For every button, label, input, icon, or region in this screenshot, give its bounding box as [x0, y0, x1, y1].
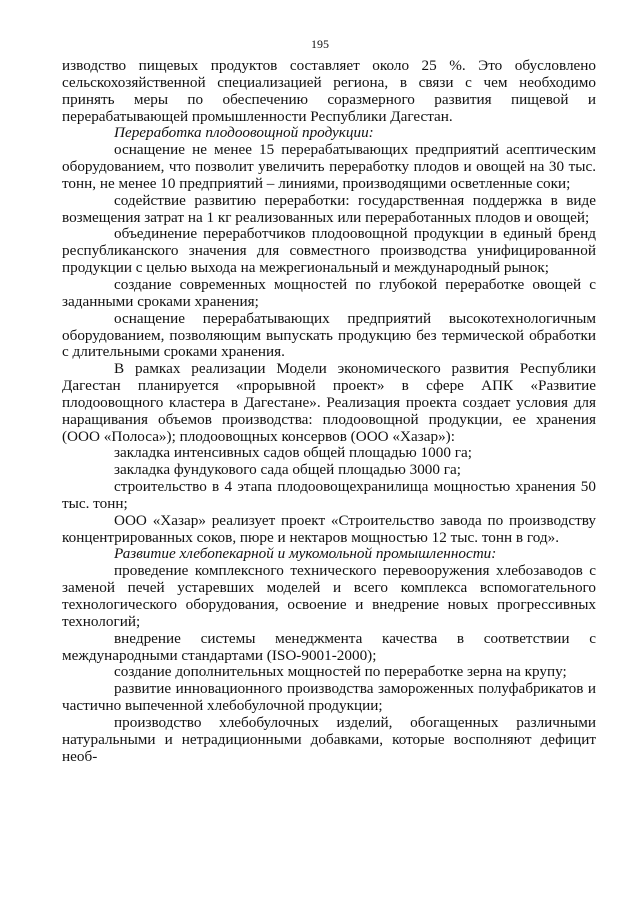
- paragraph: создание дополнительных мощностей по переработке зерна на крупу;: [114, 663, 567, 681]
- paragraph: закладка фундукового сада общей площадью 3000 га;: [114, 461, 461, 479]
- paragraph-continuation: изводство пищевых продуктов составляет около 25 %. Это обусловлено сельскохозяйственной специализацией региона, в связи с чем необходимо принять меры по обеспечению соразмерного развития пищевой и перерабатывающей промышленности Республики Дагестан.: [62, 57, 596, 125]
- paragraph: развитие инновационного производства замороженных полуфабрикатов и частично выпеченной хлебобулочной продукции;: [62, 680, 596, 715]
- paragraph: внедрение системы менеджмента качества в соответствии с международными стандартами (ISO-9001-2000);: [62, 629, 596, 664]
- paragraph: создание современных мощностей по глубокой переработке овощей с заданными сроками хранения;: [62, 275, 596, 310]
- paragraph: проведение комплексного технического перевооружения хлебозаводов с заменой печей устаревших моделей и всего комплекса вспомогательного технологического оборудования, освоение и внедрение новых прогрессивных технологий;: [62, 562, 596, 630]
- paragraph: оснащение перерабатывающих предприятий высокотехнологичным оборудованием, позволяющим выпускать продукцию без термической обработки с длительными сроками хранения.: [62, 309, 596, 361]
- section-heading-bakery-milling: Развитие хлебопекарной и мукомольной промышленности:: [114, 545, 497, 563]
- document-body: [62, 58, 596, 765]
- paragraph: производство хлебобулочных изделий, обогащенных различными натуральными и нетрадиционными добавками, которые восполняют дефицит необ-: [62, 713, 596, 765]
- paragraph: В рамках реализации Модели экономического развития Республики Дагестан планируется «прорывной проект» в сфере АПК «Развитие плодоовощного кластера в Дагестане». Реализация проекта создает условия для наращивания объемов производства: плодоовощной продукции, ее хранения (ООО «Полоса»); плодоовощных консервов (ООО «Хазар»):: [62, 360, 596, 445]
- section-heading-fruit-vegetable-processing: Переработка плодоовощной продукции:: [114, 124, 374, 142]
- paragraph: ООО «Хазар» реализует проект «Строительство завода по производству концентрированных соков, пюре и нектаров мощностью 12 тыс. тонн в год».: [62, 511, 596, 546]
- paragraph: объединение переработчиков плодоовощной продукции в единый бренд республиканского значения для совместного производства унифицированной продукции с целью выхода на межрегиональный и международный рынок;: [62, 225, 596, 277]
- paragraph: строительство в 4 этапа плодоовощехранилища мощностью хранения 50 тыс. тонн;: [62, 478, 596, 512]
- paragraph: содействие развитию переработки: государственная поддержка в виде возмещения затрат на 1 кг реализованных или переработанных плодов и овощей;: [62, 191, 596, 226]
- paragraph: оснащение не менее 15 перерабатывающих предприятий асептическим оборудованием, что позволит увеличить переработку плодов и овощей на 30 тыс. тонн, не менее 10 предприятий – линиями, производящими осветленные соки;: [62, 141, 596, 192]
- paragraph: закладка интенсивных садов общей площадью 1000 га;: [114, 444, 472, 462]
- page-number: 195: [311, 37, 329, 51]
